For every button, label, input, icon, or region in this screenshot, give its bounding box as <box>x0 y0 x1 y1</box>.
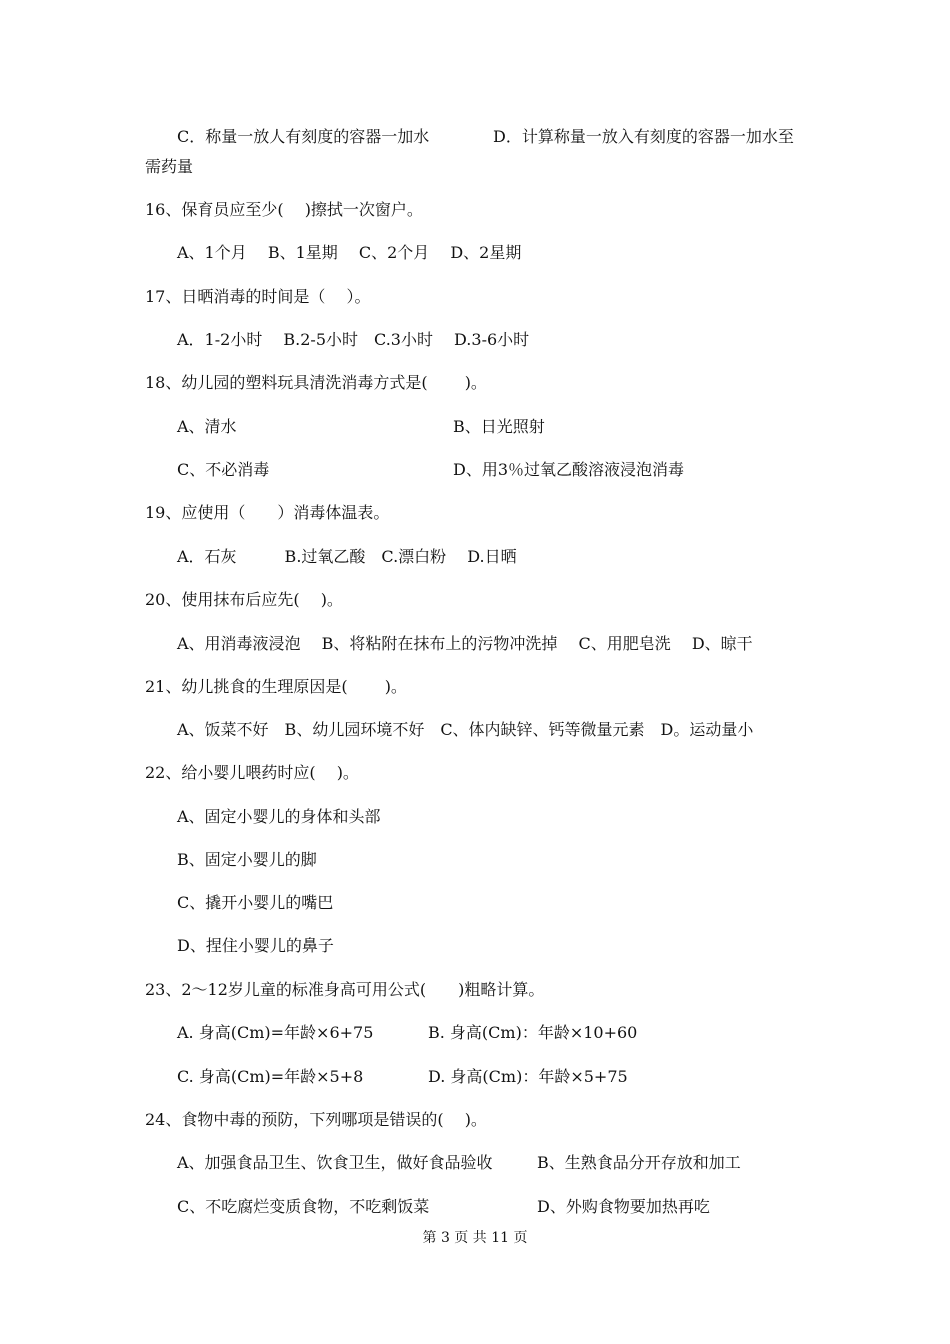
q21-stem: 21、幼儿挑食的生理原因是( )。 <box>145 677 407 696</box>
q18-stem: 18、幼儿园的塑料玩具清洗消毒方式是( )。 <box>145 373 487 392</box>
q19-options: A．石灰 B.过氧乙酸 C.漂白粉 D.日晒 <box>177 547 517 566</box>
q20-stem: 20、使用抹布后应先( )。 <box>145 590 343 609</box>
q19-stem: 19、应使用（ ）消毒体温表。 <box>145 503 390 522</box>
q18-option-b: B、日光照射 <box>453 417 545 436</box>
q15-option-d-continued: 需药量 <box>145 157 194 176</box>
q22-option-a: A、固定小婴儿的身体和头部 <box>177 807 381 826</box>
q23-stem: 23、2～12岁儿童的标准身高可用公式( )粗略计算。 <box>145 980 545 999</box>
q21-options: A、饭菜不好 B、幼儿园环境不好 C、体内缺锌、钙等微量元素 D。运动量小 <box>177 720 754 739</box>
q24-stem: 24、食物中毒的预防，下列哪项是错误的( )。 <box>145 1110 487 1129</box>
q20-options: A、用消毒液浸泡 B、将粘附在抹布上的污物冲洗掉 C、用肥皂洗 D、晾干 <box>177 634 753 653</box>
q23-option-b: B. 身高(Cm)：年龄×10+60 <box>428 1023 638 1042</box>
q23-option-a: A. 身高(Cm)=年龄×6+75 <box>177 1023 374 1042</box>
q24-option-d: D、外购食物要加热再吃 <box>537 1197 710 1216</box>
q17-options: A．1-2小时 B.2-5小时 C.3小时 D.3-6小时 <box>177 330 530 349</box>
q24-option-a: A、加强食品卫生、饮食卫生，做好食品验收 <box>177 1153 493 1172</box>
q18-option-a: A、清水 <box>177 417 237 436</box>
q18-option-d: D、用3％过氧乙酸溶液浸泡消毒 <box>453 460 685 479</box>
q23-option-c: C. 身高(Cm)=年龄×5+8 <box>177 1067 364 1086</box>
q18-option-c: C、不必消毒 <box>177 460 270 479</box>
q15-option-d: D．计算称量一放入有刻度的容器一加水至 <box>493 127 794 146</box>
q22-option-c: C、撬开小婴儿的嘴巴 <box>177 893 334 912</box>
q15-option-c: C．称量一放人有刻度的容器一加水 <box>177 127 430 146</box>
q16-stem: 16、保育员应至少( )擦拭一次窗户。 <box>145 200 423 219</box>
q22-option-d: D、捏住小婴儿的鼻子 <box>177 936 334 955</box>
q24-option-c: C、不吃腐烂变质食物，不吃剩饭菜 <box>177 1197 430 1216</box>
q16-options: A、1个月 B、1星期 C、2个月 D、2星期 <box>177 243 522 262</box>
q22-option-b: B、固定小婴儿的脚 <box>177 850 317 869</box>
page-footer: 第 3 页 共 11 页 <box>422 1230 528 1246</box>
q22-stem: 22、给小婴儿喂药时应( )。 <box>145 763 359 782</box>
q24-option-b: B、生熟食品分开存放和加工 <box>537 1153 741 1172</box>
q23-option-d: D. 身高(Cm)：年龄×5+75 <box>428 1067 628 1086</box>
q17-stem: 17、日晒消毒的时间是（ ）。 <box>145 287 371 306</box>
